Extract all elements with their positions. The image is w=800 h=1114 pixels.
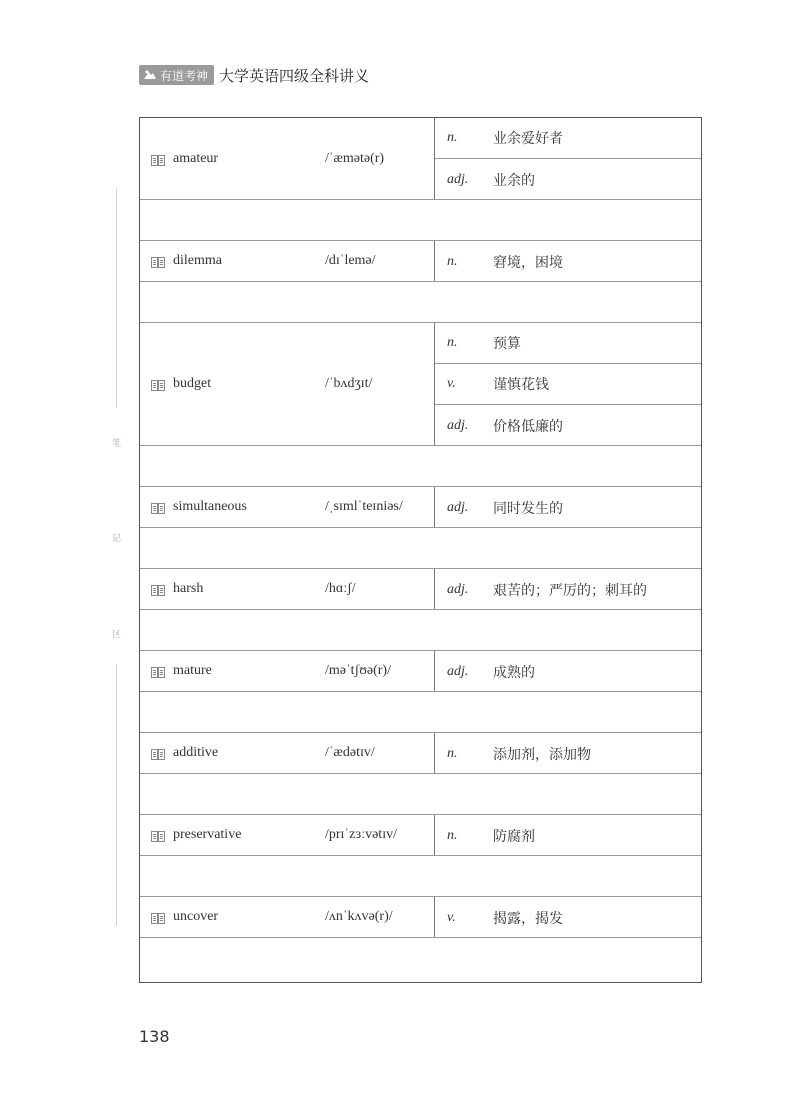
phonetic: /dɪˈlemə/ [325,253,376,268]
sense-row [435,405,701,446]
headword: uncover [173,909,219,924]
note-char-ji: 记 [112,534,122,544]
book-icon [151,378,165,396]
word-cell [140,487,435,527]
sense-row [435,159,701,200]
senses [435,733,701,773]
sense-row [435,815,701,856]
meaning: 业余爱好者 [493,131,563,147]
phonetic: /ˈbʌdʒɪt/ [325,376,373,391]
headword: additive [173,745,219,760]
vocab-entry [140,815,701,856]
phonetic: /ˌsɪmlˈteɪniəs/ [325,499,403,514]
notes-row [140,610,701,651]
sense-row [435,364,701,405]
meaning: 艰苦的；严厉的；刺耳的 [493,582,647,599]
sense-row [435,897,701,938]
sense-row [435,651,701,692]
word-cell [140,118,435,199]
sense-row [435,118,701,159]
headword: dilemma [173,253,222,268]
part-of-speech: n. [447,130,458,145]
book-icon [151,153,165,171]
part-of-speech: n. [447,253,458,269]
word-cell [140,569,435,609]
sense-row [435,569,701,610]
phonetic: /hɑːʃ/ [325,581,356,596]
phonetic: /prɪˈzɜːvətɪv/ [325,827,397,842]
book-title: 大学英语四级全科讲义 [219,66,370,85]
vocab-entry [140,897,701,938]
note-char-bi: 笔 [112,439,122,449]
meaning: 添加剂，添加物 [493,746,591,763]
meaning: 业余的 [493,172,535,189]
meaning: 揭露，揭发 [493,910,563,927]
sense-row [435,733,701,774]
book-icon [151,501,165,519]
vocab-entry [140,323,701,446]
part-of-speech: n. [447,335,458,350]
senses [435,241,701,281]
word-cell [140,897,435,937]
meaning: 同时发生的 [493,500,563,517]
notes-row [140,692,701,733]
vocab-entry [140,487,701,528]
page-number: 138 [139,1027,170,1046]
phonetic: /ˈædətɪv/ [325,745,375,760]
vocab-entry [140,733,701,774]
vocab-entry [140,118,701,200]
book-icon [151,583,165,601]
part-of-speech: adj. [447,663,469,679]
part-of-speech: v. [447,376,456,391]
page-header [139,64,369,86]
brand-logo-icon [143,69,157,81]
note-rail-bottom [116,664,117,926]
headword: amateur [173,150,219,166]
senses [435,897,701,937]
vocab-entry [140,651,701,692]
meaning: 价格低廉的 [493,418,563,435]
headword: harsh [173,581,204,596]
sense-row [435,241,701,282]
sense-row [435,323,701,364]
meaning: 窘境，困境 [493,254,563,271]
brand-badge [139,65,214,85]
note-rail-top [116,188,117,408]
part-of-speech: adj. [447,499,469,515]
word-cell [140,651,435,691]
vocabulary-table [139,117,702,983]
sense-row [435,487,701,528]
brand-name: 有道考神 [160,68,209,83]
notes-row [140,282,701,323]
headword: budget [173,376,212,391]
notes-row [140,200,701,241]
senses [435,651,701,691]
headword: simultaneous [173,499,247,514]
phonetic: /məˈtʃʊə(r)/ [325,663,391,678]
senses [435,569,701,609]
word-cell [140,733,435,773]
phonetic: /ˈæmətə(r) [325,150,385,166]
meaning: 谨慎花钱 [493,377,549,393]
note-char-qu: 区 [112,630,122,640]
part-of-speech: adj. [447,171,469,187]
word-cell [140,241,435,281]
book-icon [151,911,165,929]
senses [435,815,701,855]
notes-row [140,938,701,979]
notes-row [140,856,701,897]
book-icon [151,665,165,683]
word-cell [140,323,435,445]
part-of-speech: n. [447,745,458,761]
vocab-entry [140,241,701,282]
headword: mature [173,663,212,678]
book-icon [151,255,165,273]
meaning: 防腐剂 [493,828,535,845]
meaning: 成熟的 [493,664,535,681]
phonetic: /ʌnˈkʌvə(r)/ [325,909,393,924]
notes-row [140,528,701,569]
senses [435,323,701,445]
book-icon [151,747,165,765]
vocab-entry [140,569,701,610]
part-of-speech: v. [447,909,456,925]
book-icon [151,829,165,847]
headword: preservative [173,827,242,842]
notes-row [140,774,701,815]
part-of-speech: adj. [447,581,469,597]
senses [435,118,701,199]
senses [435,487,701,527]
part-of-speech: n. [447,827,458,843]
meaning: 预算 [493,336,521,352]
part-of-speech: adj. [447,417,469,433]
notes-row [140,446,701,487]
word-cell [140,815,435,855]
